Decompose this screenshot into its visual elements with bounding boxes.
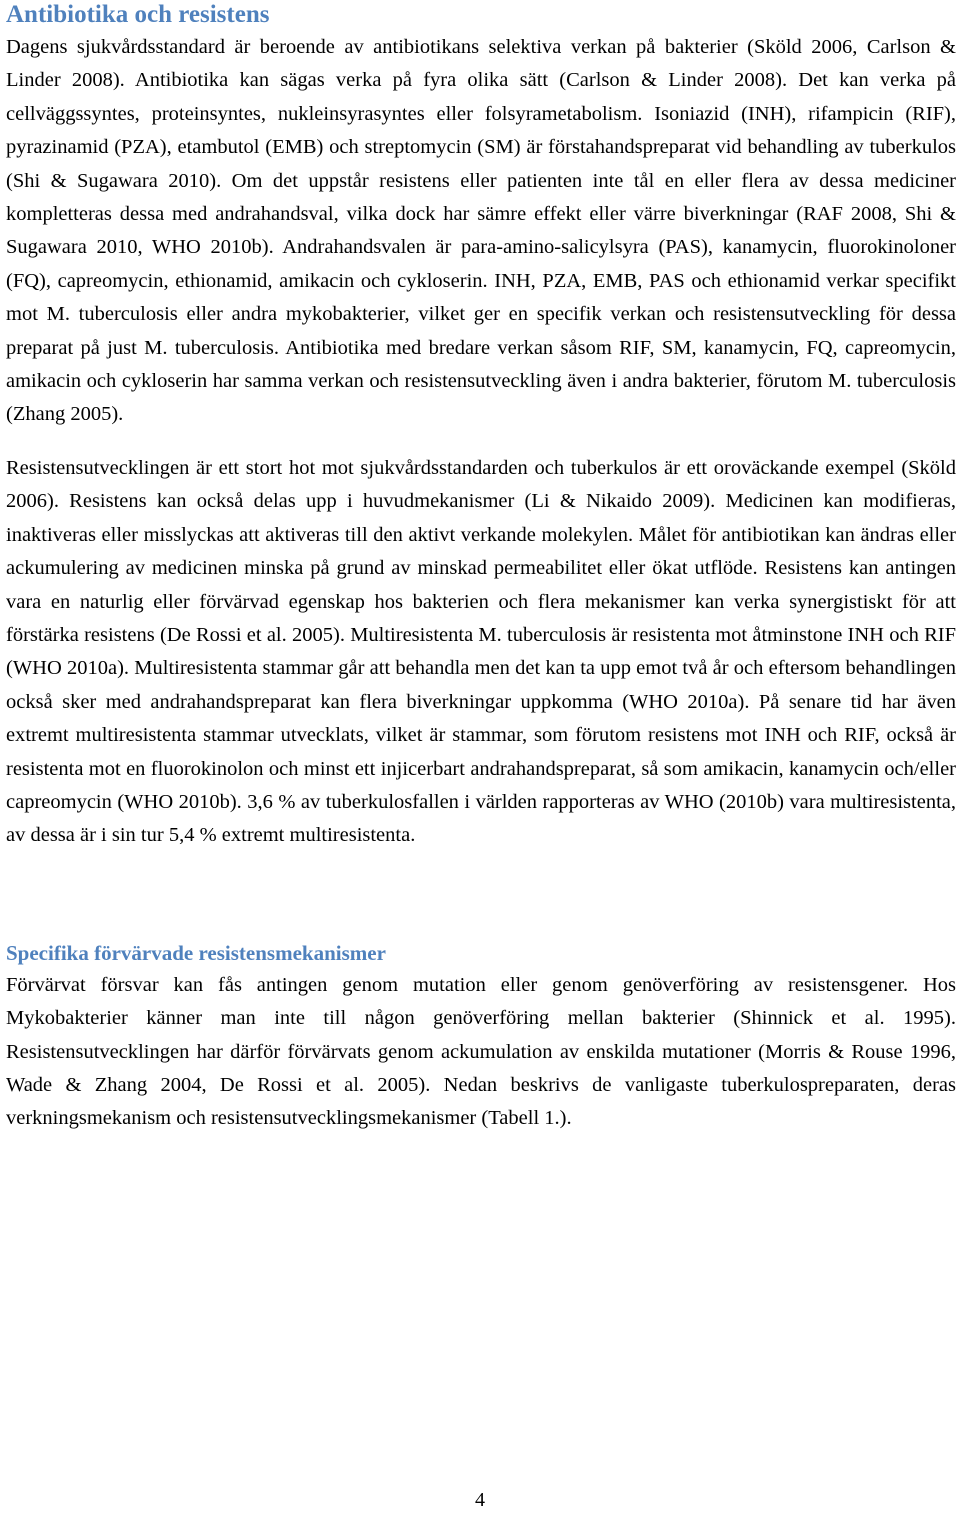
page-number: 4 xyxy=(475,1489,485,1511)
paragraph-antibiotika-intro: Dagens sjukvårdsstandard är beroende av antibiotikans selektiva verkan på bakterier (Sköld 2006, Carlson & Linder 2008). Antibiotika kan sägas verka på fyra olika sätt (Carlson & Linder 2008). Det kan verka på cellväggssyntes, proteinsyntes, nukleinsyrasyntes eller folsyrametabolism. Isoniazid (INH), rifampicin (RIF), pyrazinamid (PZA), etambutol (EMB) och streptomycin (SM) är förstahandspreparat vid behandling av tuberkulos (Shi & Sugawara 2010). Om det uppstår resistens eller patienten inte tål en eller flera av dessa mediciner kompletteras dessa med andrahandsval, vilka dock har sämre effekt eller värre biverkningar (RAF 2008, Shi & Sugawara 2010, WHO 2010b). Andrahandsvalen är para-amino-salicylsyra (PAS), kanamycin, fluorokinoloner (FQ), capreomycin, ethionamid, amikacin och cykloserin. INH, PZA, EMB, PAS och ethionamid verkar specifikt mot M. tuberculosis eller andra mykobakterier, vilket ger en specifik verkan och resistensutveckling för dessa preparat på just M. tuberculosis. Antibiotika med bredare verkan såsom RIF, SM, kanamycin, FQ, capreomycin, amikacin och cykloserin har samma verkan och resistensutveckling även i andra bakterier, förutom M. tuberculosis (Zhang 2005). xyxy=(6,36,956,426)
section-heading-specifika-mekanismer: Specifika förvärvade resistensmekanismer xyxy=(6,940,386,965)
paragraph-forvarvat-forsvar: Förvärvat försvar kan fås antingen genom mutation eller genom genöverföring av resistensgener. Hos Mykobakterier känner man inte till någon genöverföring mellan bakterier (Shinnick et al. 1995). Resistensutvecklingen har därför förvärvats genom ackumulation av enskilda mutationer (Morris & Rouse 1996, Wade & Zhang 2004, De Rossi et al. 2005). Nedan beskrivs de vanligaste tuberkulospreparaten, deras verkningsmekanism och resistensutvecklingsmekanismer (Tabell 1.). xyxy=(6,973,956,1130)
document-page xyxy=(6,0,956,1136)
section-heading-antibiotika: Antibiotika och resistens xyxy=(6,1,270,28)
paragraph-resistensutveckling: Resistensutvecklingen är ett stort hot mot sjukvårdsstandarden och tuberkulos är ett oroväckande exempel (Sköld 2006). Resistens kan också delas upp i huvudmekanismer (Li & Nikaido 2009). Medicinen kan modifieras, inaktiveras eller misslyckas att aktiveras till den aktivt verkande molekylen. Målet för antibiotikan kan ändras eller ackumulering av medicinen minska på grund av minskad permeabilitet eller ökat utflöde. Resistens kan antingen vara en naturlig eller förvärvad egenskap hos bakterien och flera mekanismer kan verka synergistiskt för att förstärka resistens (De Rossi et al. 2005). Multiresistenta M. tuberculosis är resistenta mot åtminstone INH och RIF (WHO 2010a). Multiresistenta stammar går att behandla men det kan ta upp emot två år och eftersom behandlingen också sker med andrahandspreparat kan flera biverkningar uppkomma (WHO 2010a). På senare tid har även extremt multiresistenta stammar utvecklats, vilket är stammar, som förutom resistens mot INH och RIF, också är resistenta mot en fluorokinolon och minst ett injicerbart andrahandspreparat, så som amikacin, kanamycin och/eller capreomycin (WHO 2010b). 3,6 % av tuberkulosfallen i världen rapporteras av WHO (2010b) vara multiresistenta, av dessa är i sin tur 5,4 % extremt multiresistenta. xyxy=(6,456,956,847)
